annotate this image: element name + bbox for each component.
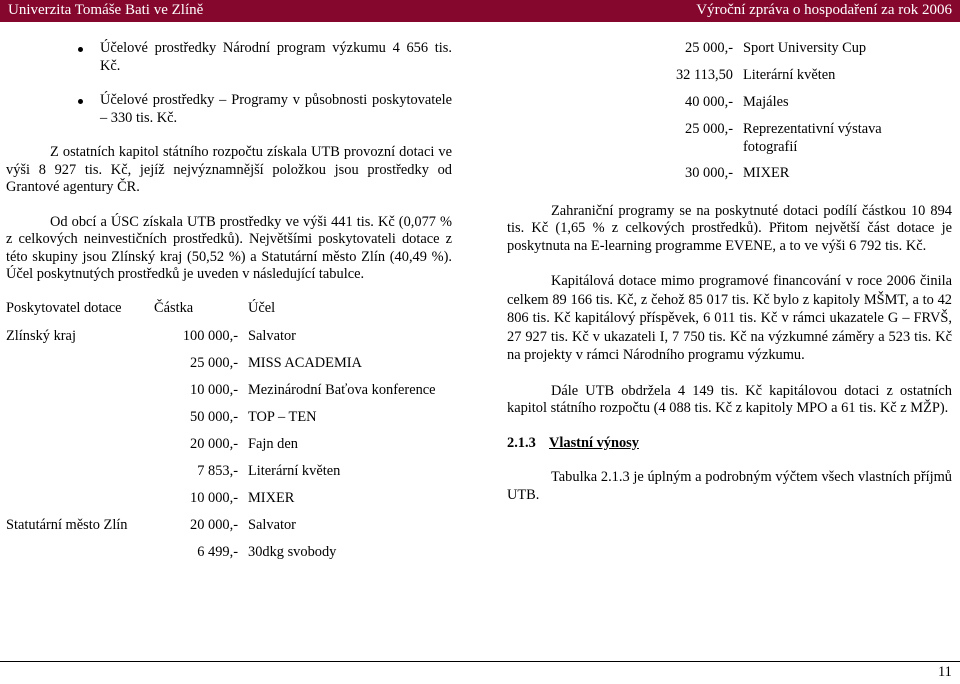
header-report-title: Výroční zpráva o hospodaření za rok 2006: [696, 2, 952, 18]
bullet-icon: [78, 47, 83, 52]
paragraph: Kapitálová dotace mimo programové financování v roce 2006 činila celkem 89 166 tis. Kč, z čehož 85 017 tis. Kč bylo z kapitoly MŠMT, a to 42 806 tis. Kč kapitálový příspěvek, 6 011 tis. Kč v rámci ukazatele G – FRVŠ, 27 927 tis. Kč v ukazateli I, 7 750 tis. Kč na výzkumné záměry a 523 tis. Kč na projekty v rámci Národního programu výzkumu.: [507, 273, 952, 363]
section-number: 2.1.3: [507, 434, 536, 451]
table-row: 40 000,- Majáles: [685, 94, 789, 110]
table-row: 25 000,- Reprezentativní výstava fotografií: [685, 121, 882, 155]
column-header: Částka: [154, 299, 194, 316]
table-row: 20 000,- Fajn den: [190, 435, 298, 452]
table-row: 6 499,- 30dkg svobody: [197, 543, 337, 560]
paragraph: Dále UTB obdržela 4 149 tis. Kč kapitálovou dotaci z ostatních kapitol státního rozpočtu (4 088 tis. Kč z kapitoly MPO a 61 tis. Kč z MŽP).: [507, 382, 952, 416]
header-university: Univerzita Tomáše Bati ve Zlíně: [8, 2, 204, 18]
paragraph: Od obcí a ÚSC získala UTB prostředky ve výši 441 tis. Kč (0,077 % z celkových neinvestičních prostředků). Největšími poskytovateli dotace z této skupiny jsou Zlínský kraj (50,52 %) a Statutární město Zlín (40,49 %). Účel poskytnutých prostředků je uveden v následující tabulce.: [6, 213, 452, 282]
table-row: Statutární město Zlín 20 000,- Salvator: [6, 516, 296, 533]
table-row: 25 000,- MISS ACADEMIA: [190, 354, 362, 371]
right-column: [507, 40, 952, 504]
table-row: 32 113,50 Literární květen: [675, 67, 836, 83]
paragraph: Tabulka 2.1.3 je úplným a podrobným výčtem všech vlastních příjmů UTB.: [507, 469, 952, 503]
funding-table-continued: [657, 40, 903, 183]
paragraph: Z ostatních kapitol státního rozpočtu získala UTB provozní dotaci ve výši 8 927 tis. Kč, jejíž nejvýznamnější položkou jsou prostředky od Grantové agentury ČR.: [6, 144, 452, 195]
table-row: 50 000,- TOP – TEN: [190, 408, 317, 425]
table-row: 7 853,- Literární květen: [197, 462, 341, 479]
table-row: Zlínský kraj 100 000,- Salvator: [6, 327, 296, 344]
page-number: 11: [938, 664, 952, 680]
section-heading: [507, 435, 952, 453]
section-title: Vlastní výnosy: [549, 434, 639, 451]
table-header-row: [6, 300, 436, 328]
column-header: Poskytovatel dotace: [6, 299, 122, 316]
footer-rule: [0, 661, 960, 662]
funding-table: [6, 300, 436, 571]
list-item: Účelové prostředky – Programy v působnosti poskytovatele – 330 tis. Kč.: [6, 92, 452, 127]
paragraph: Zahraniční programy se na poskytnuté dotaci podílí částkou 10 894 tis. Kč (1,65 % z celkových prostředků). Přitom největší část dotace je poskytnuta na E-learning programme EVENE, a to ve výši 6 792 tis. Kč.: [507, 202, 952, 254]
list-item: Účelové prostředky Národní program výzkumu 4 656 tis. Kč.: [6, 40, 452, 75]
table-row: 10 000,- MIXER: [190, 489, 295, 506]
table-row: 30 000,- MIXER: [685, 165, 790, 181]
column-header: Účel: [248, 299, 276, 316]
table-row: 25 000,- Sport University Cup: [685, 40, 867, 56]
page-header: [0, 0, 960, 22]
bullet-list: [6, 40, 452, 127]
bullet-icon: [78, 99, 83, 104]
left-column: [6, 40, 452, 571]
table-row: 10 000,- Mezinárodní Baťova konference: [190, 381, 436, 398]
